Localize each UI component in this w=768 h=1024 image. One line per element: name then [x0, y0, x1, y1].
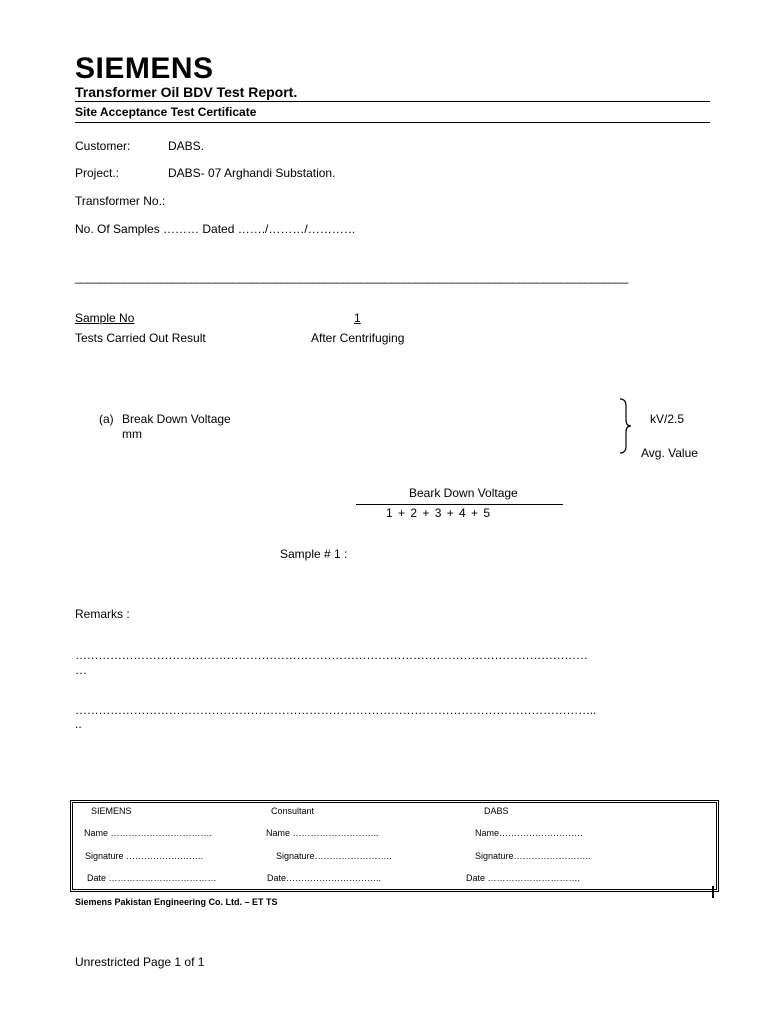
kv-label: kV/2.5	[650, 412, 685, 426]
dabs-name-field: Name……………………….	[475, 828, 583, 838]
bd-divider	[356, 504, 563, 505]
sample-no-label: Sample No	[75, 311, 135, 325]
brace-icon	[618, 398, 632, 454]
dabs-column-title: DABS	[484, 806, 509, 816]
break-down-voltage-label: Break Down Voltage	[122, 412, 231, 426]
title-rule	[75, 101, 710, 102]
project-label: Project.:	[75, 166, 120, 180]
after-centrifuging-label: After Centrifuging	[311, 331, 405, 345]
separator-line: ___________________________________________________________________________________________	[75, 270, 628, 284]
customer-label: Customer:	[75, 139, 131, 153]
company-footer: Siemens Pakistan Engineering Co. Ltd. – ET TS	[75, 897, 278, 907]
report-subtitle: Site Acceptance Test Certificate	[75, 105, 257, 119]
item-prefix: (a)	[99, 412, 114, 426]
consultant-name-field: Name ………………………..	[266, 828, 379, 838]
consultant-date-field: Date…………………………..	[267, 873, 382, 883]
subtitle-rule	[75, 122, 710, 123]
bd-voltage-header: Beark Down Voltage	[409, 486, 518, 500]
dabs-date-field: Date ………………………….	[466, 873, 581, 883]
siemens-name-field: Name …………………………….	[84, 828, 213, 838]
sample-1-label: Sample # 1 :	[280, 547, 348, 561]
page-footer: Unrestricted Page 1 of 1	[75, 955, 205, 969]
siemens-date-field: Date ………………………………	[87, 873, 217, 883]
avg-value-label: Avg. Value	[641, 446, 698, 460]
customer-value: DABS.	[168, 139, 205, 153]
remarks-line-2: ……………………………………………………………………………………………………………………..	[75, 703, 596, 717]
transformer-label: Transformer No.:	[75, 194, 166, 208]
consultant-signature-field: Signature……………………..	[276, 851, 392, 861]
consultant-column-title: Consultant	[271, 806, 315, 816]
signature-box-edge	[712, 886, 714, 898]
dabs-signature-field: Signature……………………..	[475, 851, 591, 861]
bd-sequence: 1 + 2 + 3 + 4 + 5	[386, 506, 492, 520]
report-title: Transformer Oil BDV Test Report.	[75, 84, 298, 100]
project-value: DABS- 07 Arghandi Substation.	[168, 166, 336, 180]
remarks-label: Remarks :	[75, 607, 130, 621]
tests-carried-label: Tests Carried Out Result	[75, 331, 206, 345]
samples-dated-line: No. Of Samples ……… Dated ……./………/…………	[75, 222, 356, 236]
remarks-line-2-cont: ..	[75, 717, 82, 731]
sample-no-value: 1	[354, 311, 361, 325]
siemens-signature-field: Signature ……………………..	[85, 851, 204, 861]
remarks-line-1-cont: …	[75, 663, 87, 677]
item-unit: mm	[122, 427, 142, 441]
siemens-logo: SIEMENS	[75, 52, 214, 85]
remarks-line-1: ……………………………………………………………………………………………………………………	[75, 648, 588, 662]
siemens-column-title: SIEMENS	[91, 806, 132, 816]
